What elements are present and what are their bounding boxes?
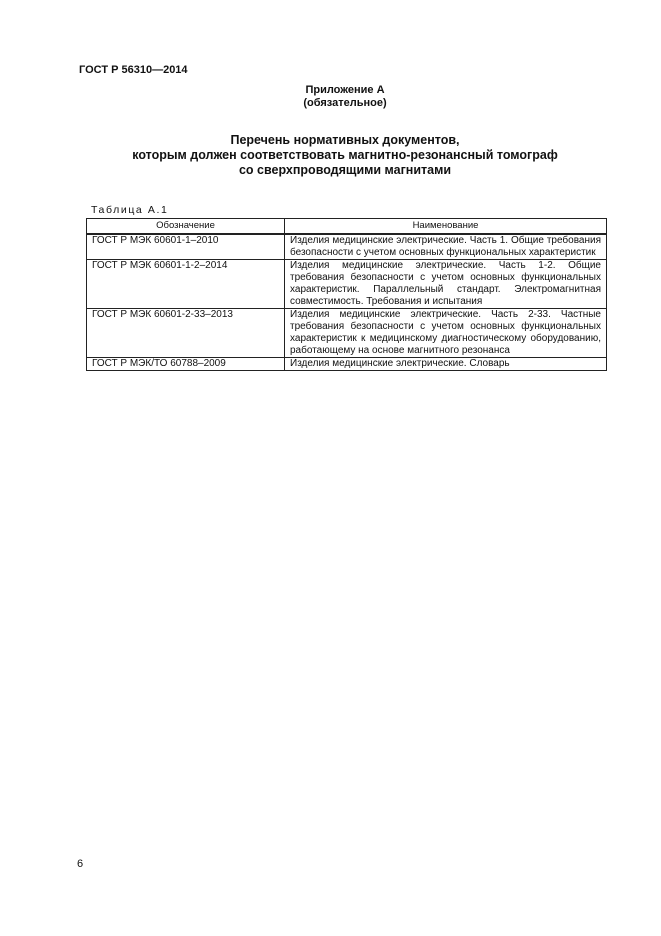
name-cell: Изделия медицинские электрические. Часть 2-33. Частные требования безопасности с учетом основных функциональных характеристик к медицинскому диагностическому оборудованию, работающему на основе магнитного резонанса [285,309,607,358]
name-cell: Изделия медицинские электрические. Словарь [285,358,607,371]
designation-cell: ГОСТ Р МЭК 60601-1-2–2014 [87,260,285,309]
normative-documents-table [86,218,607,371]
title-line: со сверхпроводящими магнитами [238,163,452,177]
designation-cell: ГОСТ Р МЭК 60601-2-33–2013 [87,309,285,358]
title-line: которым должен соответствовать магнитно-резонансный томограф [132,148,558,162]
page-number: 6 [77,858,84,870]
table-row [87,260,607,309]
designation-cell: ГОСТ Р МЭК/ТО 60788–2009 [87,358,285,371]
column-header-name: Наименование [285,219,607,235]
appendix-title: Приложение А [305,84,385,96]
title-line: Перечень нормативных документов, [230,133,460,147]
table-row [87,309,607,358]
standard-code-header: ГОСТ Р 56310—2014 [79,64,188,76]
name-cell: Изделия медицинские электрические. Часть 1-2. Общие требования безопасности с учетом основных функциональных характеристик. Параллельный стандарт. Электромагнитная совместимость. Требования и испытания [285,260,607,309]
name-cell: Изделия медицинские электрические. Часть 1. Общие требования безопасности с учетом основных функциональных характеристик [285,234,607,260]
document-title [0,133,661,178]
table-row [87,234,607,260]
column-header-designation: Обозначение [87,219,285,235]
table-label: Таблица А.1 [91,204,169,216]
designation-cell: ГОСТ Р МЭК 60601-1–2010 [87,234,285,260]
appendix-status: (обязательное) [303,97,387,109]
table-header-row [87,219,607,235]
table-row [87,358,607,371]
